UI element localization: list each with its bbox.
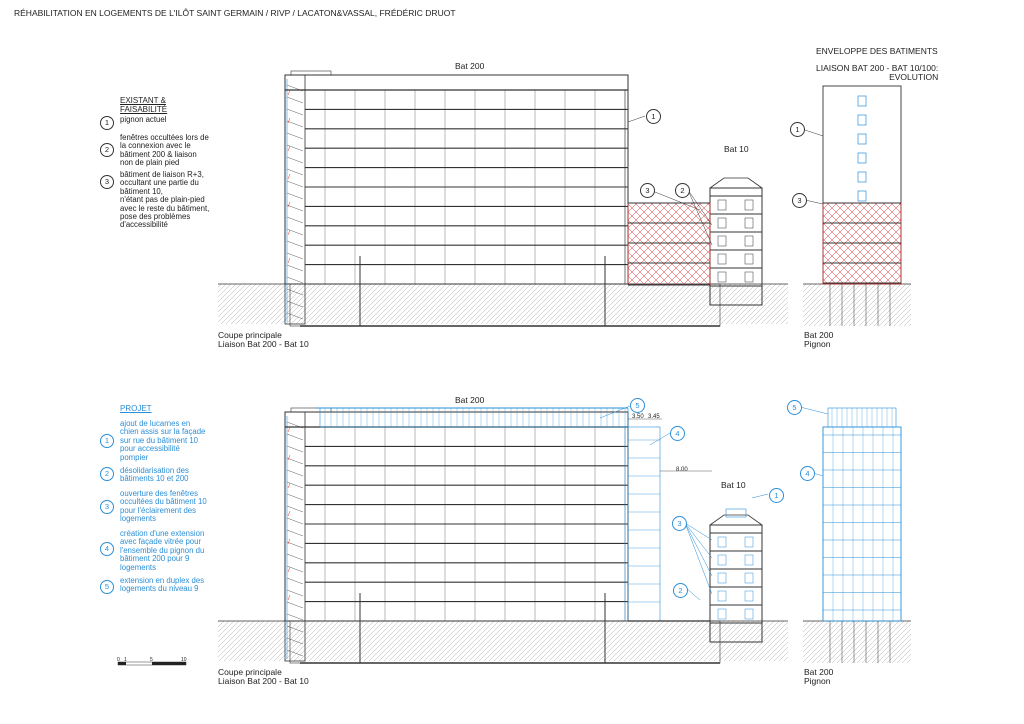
ground-hatch	[218, 284, 788, 324]
stair-flight	[287, 470, 303, 476]
stair-flight	[287, 614, 303, 620]
red-mark	[288, 511, 290, 516]
dimension-label: 3.50	[632, 414, 644, 420]
legend-text: pignon actuel	[120, 115, 167, 124]
bat10-window	[718, 537, 726, 547]
top-pignon-drawing	[802, 86, 911, 326]
stair-flight	[287, 181, 303, 187]
ground-hatch	[218, 621, 788, 661]
stair-flight	[287, 109, 303, 115]
legend-number: 4	[100, 542, 114, 556]
dormer	[726, 509, 746, 517]
bat10-window	[745, 537, 753, 547]
legend-number: 5	[100, 580, 114, 594]
bat10-window	[745, 254, 753, 264]
callout-2: 2	[673, 583, 688, 598]
red-mark	[288, 567, 290, 572]
legend-number: 1	[100, 434, 114, 448]
bat10-window	[718, 236, 726, 246]
pignon-callout-5: 5	[787, 400, 802, 415]
bat10-window	[745, 218, 753, 228]
stair-flight	[287, 554, 303, 560]
envelope-subtitle: LIAISON BAT 200 - BAT 10/100: EVOLUTION	[816, 63, 939, 82]
leader-line	[802, 129, 823, 136]
red-mark	[288, 427, 290, 432]
envelope-title: ENVELOPPE DES BATIMENTS	[816, 46, 938, 56]
bat10-window	[718, 591, 726, 601]
leader-line	[686, 588, 700, 600]
pignon-window	[858, 134, 866, 144]
stair-flight	[287, 602, 303, 608]
dimension-label: 3.45	[648, 414, 660, 420]
bottom-legend-title: PROJET	[120, 404, 152, 413]
top-bat200-label: Bat 200	[455, 61, 485, 71]
ground-hatch	[803, 621, 911, 663]
red-mark	[288, 539, 290, 544]
top-bat10-label: Bat 10	[724, 144, 749, 154]
stair-flight	[287, 458, 303, 464]
red-mark	[288, 90, 290, 95]
legend-text: bâtiment de liaison R+3, occultant une partie du bâtiment 10, n'étant pas de plain-pied avec le reste du bâtiment, pose des problèmes d'accessibilité	[120, 170, 210, 230]
bat10-window	[745, 555, 753, 565]
bat10-window	[718, 200, 726, 210]
ground-hatch	[803, 284, 911, 326]
legend-number: 3	[100, 500, 114, 514]
bat10-window	[718, 218, 726, 228]
top-section-drawing	[218, 71, 788, 326]
stair-flight	[287, 217, 303, 223]
pignon-callout-4: 4	[800, 466, 815, 481]
glass-extension	[628, 427, 660, 621]
stair-flight	[287, 542, 303, 548]
scale-label: 10	[181, 657, 187, 663]
page-title: RÉHABILITATION EN LOGEMENTS DE L'ILÔT SAINT GERMAIN / RIVP / LACATON&VASSAL, FRÉDÉRIC DRUOT	[14, 8, 456, 18]
stair-flight	[287, 97, 303, 103]
red-mark	[288, 483, 290, 488]
legend-number: 2	[100, 143, 114, 157]
legend-number: 2	[100, 467, 114, 481]
leader-line	[628, 116, 645, 122]
red-mark	[288, 230, 290, 235]
pignon-window	[858, 153, 866, 163]
legend-text: ouverture des fenêtres occultées du bâtiment 10 pour l'éclairement des logements	[120, 489, 207, 524]
bottom-pignon-drawing	[800, 407, 911, 663]
callout-1: 1	[769, 488, 784, 503]
bat200-outline	[285, 412, 628, 621]
bat10-window	[718, 272, 726, 282]
bottom-bat200-label: Bat 200	[455, 395, 485, 405]
top-pignon-caption: Bat 200 Pignon	[804, 330, 834, 349]
dimension-label: 8.00	[676, 467, 688, 473]
pignon-window	[858, 96, 866, 106]
bat10-window	[718, 555, 726, 565]
callout-3: 3	[672, 516, 687, 531]
stair-flight	[287, 205, 303, 211]
bat10-window	[745, 609, 753, 619]
stair-flight	[287, 494, 303, 500]
bat10-window	[718, 573, 726, 583]
roof-element	[291, 71, 331, 75]
callout-4: 4	[670, 426, 685, 441]
scale-label: 1	[124, 657, 127, 663]
stair-flight	[287, 133, 303, 139]
stair-flight	[287, 590, 303, 596]
stair-flight	[287, 265, 303, 271]
callout-5: 5	[630, 398, 645, 413]
legend-text: fenêtres occultées lors de la connexion avec le bâtiment 200 & liaison non de plain pied	[120, 133, 209, 168]
pignon-callout-1: 1	[790, 122, 805, 137]
bottom-section-drawing	[218, 406, 788, 663]
red-mark	[288, 455, 290, 460]
stair-flight	[287, 434, 303, 440]
leader-line	[685, 523, 712, 594]
bottom-section-caption: Coupe principale Liaison Bat 200 - Bat 10	[218, 667, 309, 686]
scale-label: 0	[117, 657, 120, 663]
callout-3: 3	[640, 183, 655, 198]
stair-flight	[287, 530, 303, 536]
stair-flight	[287, 578, 303, 584]
legend-text: création d'une extension avec façade vitrée pour l'ensemble du pignon du bâtiment 200 pour 9 logements	[120, 529, 205, 572]
leader-line	[805, 200, 823, 204]
legend-number: 3	[100, 175, 114, 189]
bat10-roof	[710, 515, 762, 525]
pignon-callout-3: 3	[792, 193, 807, 208]
bottom-bat10-label: Bat 10	[721, 480, 746, 490]
stair-flight	[287, 446, 303, 452]
leader-line	[685, 523, 712, 576]
bat10-window	[718, 609, 726, 619]
red-mark	[288, 202, 290, 207]
leader-line	[685, 523, 712, 558]
link-building-hatch	[628, 203, 710, 285]
bottom-pignon-caption: Bat 200 Pignon	[804, 667, 834, 686]
pignon-window	[858, 115, 866, 125]
stair-flight	[287, 241, 303, 247]
pignon-window	[858, 172, 866, 182]
stair-flight	[287, 121, 303, 127]
stair-flight	[287, 169, 303, 175]
pignon-window	[858, 191, 866, 201]
callout-1: 1	[646, 109, 661, 124]
leader-line	[800, 407, 828, 414]
leader-line	[752, 494, 768, 498]
stair-flight	[287, 506, 303, 512]
bat10-window	[745, 236, 753, 246]
legend-text: désolidarisation des bâtiments 10 et 200	[120, 466, 189, 484]
red-mark	[288, 595, 290, 600]
red-mark	[288, 174, 290, 179]
duplex-extension	[320, 408, 628, 427]
bat10-roof	[710, 178, 762, 188]
bat10-window	[745, 591, 753, 601]
bat10-window	[718, 254, 726, 264]
bat10-window	[745, 272, 753, 282]
stair-flight	[287, 157, 303, 163]
bat200-outline	[285, 75, 628, 284]
top-legend-title: EXISTANT & FAISABILITÉ	[120, 96, 168, 114]
red-mark	[288, 146, 290, 151]
legend-text: ajout de lucarnes en chien assis sur la façade sur rue du bâtiment 10 pour accessibilité pompier	[120, 419, 206, 462]
bat10-window	[745, 200, 753, 210]
stair-flight	[287, 277, 303, 283]
stair-flight	[287, 253, 303, 259]
stair-flight	[287, 193, 303, 199]
pignon-glass-facade	[823, 427, 901, 621]
top-section-caption: Coupe principale Liaison Bat 200 - Bat 10	[218, 330, 309, 349]
legend-number: 1	[100, 116, 114, 130]
callout-2: 2	[675, 183, 690, 198]
red-mark	[288, 258, 290, 263]
bat10-window	[745, 573, 753, 583]
stair-flight	[287, 518, 303, 524]
red-mark	[288, 118, 290, 123]
legend-text: extension en duplex des logements du niveau 9	[120, 576, 205, 594]
scale-label: 5	[150, 657, 153, 663]
